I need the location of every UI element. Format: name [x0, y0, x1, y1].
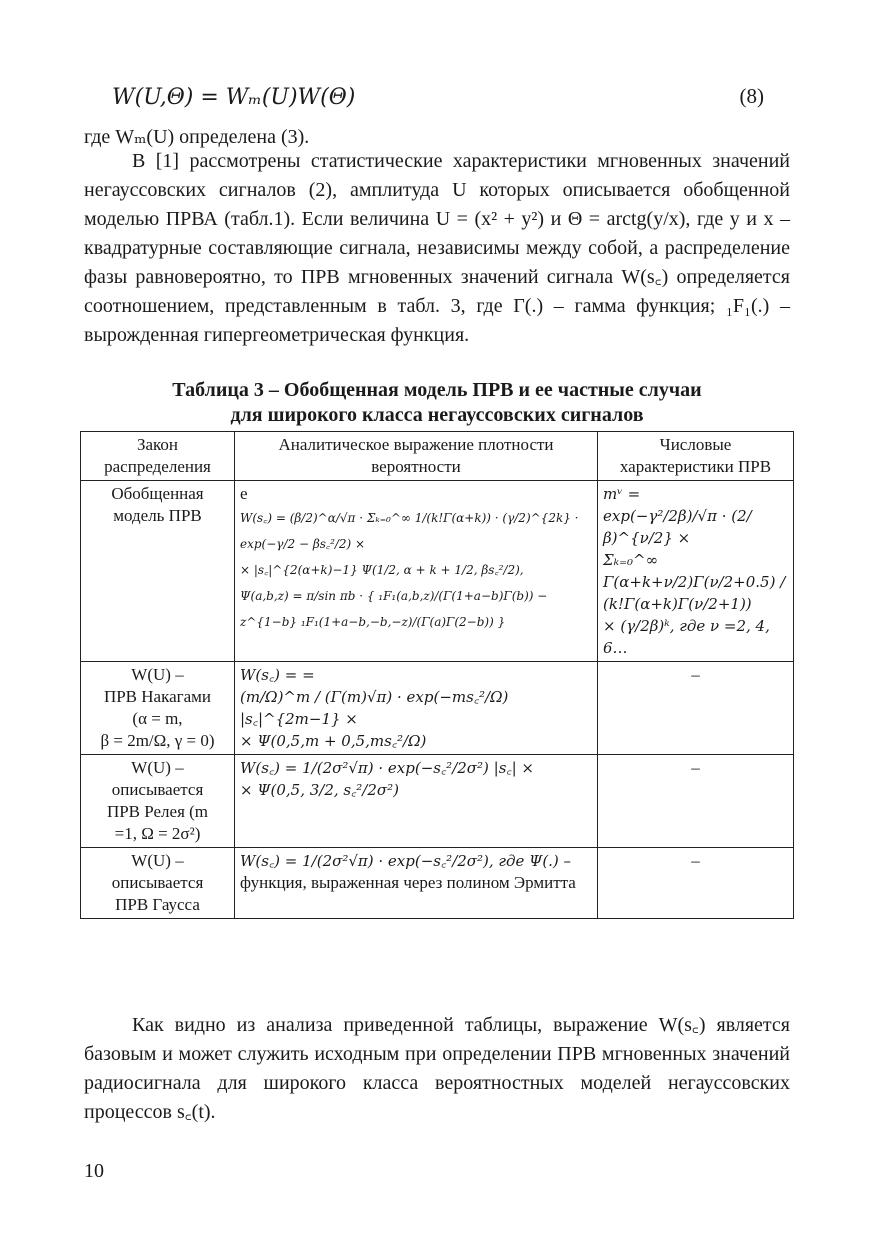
header-expression: Аналитическое выражение плотности вероятности: [235, 432, 598, 481]
expression-cell: [235, 755, 598, 848]
law-line: ПРВ Релея (m: [106, 802, 209, 821]
law-cell: [81, 662, 235, 755]
numeric-line: Σₖ₌₀^∞ Γ(α+k+ν/2)Γ(ν/2+0.5) / (k!Γ(α+k)Γ(ν/2+1)): [603, 551, 786, 613]
law-cell: Обобщенная модель ПРВ: [81, 481, 235, 662]
law-line: W(U) –: [131, 758, 184, 777]
page-number: 10: [84, 1160, 104, 1182]
law-line: W(U) –: [131, 851, 184, 870]
equation-8-formula: W(U,Θ) = Wₘ(U)W(Θ): [112, 85, 356, 110]
expr-line: W(s꜀) = =: [240, 666, 315, 684]
numeric-cell: [598, 481, 794, 662]
table-row: [81, 755, 794, 848]
numeric-line: exp(−γ²/2β)/√π · (2/β)^{ν/2} ×: [603, 507, 752, 547]
law-line: описывается: [111, 780, 204, 799]
numeric-cell: –: [598, 755, 794, 848]
table-caption-line-1: Таблица 3 – Обобщенная модель ПРВ и ее частные случаи: [172, 379, 702, 401]
expression-cell: [235, 481, 598, 662]
law-cell: [81, 848, 235, 919]
expr-line: × Ψ(0,5, 3/2, s꜀²/2σ²): [240, 781, 400, 799]
expr-line: W(s꜀) = 1/(2σ²√π) · exp(−s꜀²/2σ²) |s꜀| ×: [240, 759, 534, 777]
header-numeric: Числовые характеристики ПРВ: [598, 432, 794, 481]
law-line: описывается: [111, 873, 204, 892]
expression-cell: [235, 848, 598, 919]
expr-line: (m/Ω)^m / (Γ(m)√π) · exp(−ms꜀²/Ω) |s꜀|^{2m−1} ×: [240, 688, 509, 728]
after-equation-text: где Wₘ(U) определена (3).: [84, 126, 310, 148]
numeric-cell: –: [598, 848, 794, 919]
expr-line: W(s꜀) = (β/2)^α/√π · Σₖ₌₀^∞ 1/(k!Γ(α+k)) · (γ/2)^{2k} · exp(−γ/2 − βs꜀²/2) ×: [240, 511, 579, 551]
expr-line: W(s꜀) = 1/(2σ²√π) · exp(−s꜀²/2σ²), где Ψ(.) –: [240, 852, 572, 870]
table-row: [81, 662, 794, 755]
expression-cell: [235, 662, 598, 755]
expr-line: × Ψ(0,5,m + 0,5,ms꜀²/Ω): [240, 732, 427, 750]
table-row: [81, 848, 794, 919]
law-line: (α = m,: [132, 709, 183, 728]
law-line: β = 2m/Ω, γ = 0): [100, 731, 215, 750]
numeric-line: mᵛ =: [603, 485, 641, 503]
table-header-row: [81, 432, 794, 481]
expr-line: × |s꜀|^{2(α+k)−1} Ψ(1/2, α + k + 1/2, βs꜀²/2),: [240, 563, 524, 577]
table-3: [80, 431, 794, 919]
expr-prefix: e: [240, 484, 248, 503]
law-line: =1, Ω = 2σ²): [114, 824, 201, 843]
equation-8: [112, 84, 764, 110]
law-line: ПРВ Гаусса: [115, 895, 200, 914]
table-caption: [84, 378, 790, 428]
law-line: ПРВ Накагами: [103, 687, 212, 706]
expr-line: Ψ(a,b,z) = π/sin πb · { ₁F₁(a,b,z)/(Γ(1+a−b)Γ(b)) − z^{1−b} ₁F₁(1+a−b,−b,−z)/(Γ(a)Γ(2−b)) }: [240, 589, 548, 629]
law-line: W(U) –: [131, 665, 184, 684]
paragraph-1: В [1] рассмотрены статистические характеристики мгновенных значений негауссовских сигналов (2), амплитуда U которых описывается обобщенной моделью ПРВА (табл.1). Если величина U = (x² + y²) и Θ = arctg(y/x), где y и x – квадратурные составляющие сигнала, независимы между собой, а распределение фазы равновероятно, то ПРВ мгновенных значений сигнала W(s꜀) определяется соотношением, представленным в табл. 3, где Γ(.) – гамма функция; ₁F₁(.) – вырожденная гипергеометрическая функция.: [84, 150, 790, 346]
equation-8-number: (8): [739, 84, 764, 108]
header-law: Закон распределения: [81, 432, 235, 481]
numeric-cell: –: [598, 662, 794, 755]
paragraph-2: Как видно из анализа приведенной таблицы, выражение W(s꜀) является базовым и может служить исходным при определении ПРВ мгновенных значений радиосигнала для широкого класса вероятностных моделей негауссовских процессов s꜀(t).: [84, 1014, 790, 1123]
numeric-line: × (γ/2β)ᵏ, где ν =2, 4, 6…: [603, 617, 770, 657]
expr-line: функция, выраженная через полином Эрмитта: [240, 873, 576, 892]
table-caption-line-2: для широкого класса негауссовских сигналов: [230, 404, 644, 426]
table-row: [81, 481, 794, 662]
law-cell: [81, 755, 235, 848]
